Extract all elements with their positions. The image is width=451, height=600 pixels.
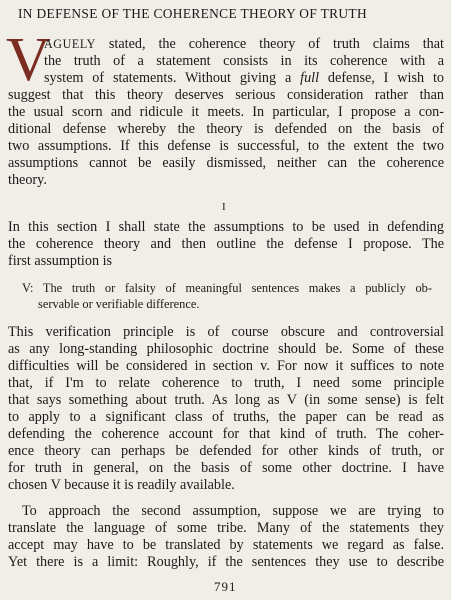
body2-line-3: accept may have to be translated by statements we regard as false. bbox=[8, 537, 444, 553]
intro-line-1 bbox=[44, 36, 444, 53]
body2-line-1: To approach the second assumption, suppose we are trying to bbox=[22, 503, 444, 519]
intro-line-3b: defense, I wish to bbox=[319, 70, 444, 86]
body-line-8: ence theory can perhaps be defended for other kinds of truth, or bbox=[8, 443, 444, 459]
body-line-2: as any long-standing philosophic doctrine should be. Some of these bbox=[8, 341, 444, 357]
intro-line-1-text: stated, the coherence theory of truth claims that bbox=[95, 36, 444, 52]
section-numeral: I bbox=[222, 201, 226, 213]
intro-line-3 bbox=[44, 70, 444, 87]
intro-line-3a: system of statements. Without giving a bbox=[44, 70, 301, 86]
intro-line-2: the truth of a statement consists in its coherence with a bbox=[44, 53, 444, 69]
body-line-1: This verification principle is of course obscure and controversial bbox=[8, 324, 444, 340]
article-title: IN DEFENSE OF THE COHERENCE THEORY OF TRUTH bbox=[18, 6, 367, 21]
section1-line-2: the coherence theory and then outline the defense I propose. The bbox=[8, 236, 444, 252]
intro-line-4: suggest that this theory deserves serious consideration rather than bbox=[8, 87, 444, 103]
body-line-10: chosen V because it is readily available. bbox=[8, 477, 235, 493]
section1-line-3: first assumption is bbox=[8, 253, 113, 269]
intro-line-9: theory. bbox=[8, 172, 47, 188]
intro-line-8: assumptions cannot be easily dismissed, neither can the coherence bbox=[8, 155, 444, 171]
body2-line-4: Yet there is a limit: Roughly, if the sentences they use to describe bbox=[8, 554, 444, 570]
body2-line-2: translate the language of some tribe. Many of the statements they bbox=[8, 520, 444, 536]
body-line-4: that, if I'm to relate coherence to truth, I need some principle bbox=[8, 375, 444, 391]
body-line-5: that says something about truth. As long as V (in some sense) is felt bbox=[8, 392, 444, 408]
intro-line-6: ditional defense whereby the theory is defended on the basis of bbox=[8, 121, 444, 137]
drop-cap: V bbox=[6, 26, 51, 94]
assumption-v-line-2: servable or verifiable difference. bbox=[38, 297, 200, 311]
body-line-9: for truth in general, on the basis of some other doctrine. I have bbox=[8, 460, 444, 476]
body-line-3: difficulties will be considered in section v. For now it suffices to note bbox=[8, 358, 444, 374]
page-number: 791 bbox=[214, 579, 237, 594]
intro-line-7: two assumptions. If this defense is successful, to the extent the two bbox=[8, 138, 444, 154]
body-line-7: defending the coherence account for that kind of truth. The coher- bbox=[8, 426, 444, 442]
assumption-v-line-1: V: The truth or falsity of meaningful sentences makes a publicly ob- bbox=[22, 281, 432, 295]
section1-line-1: In this section I shall state the assumptions to be used in defending bbox=[8, 219, 444, 235]
intro-line-5: the usual scorn and ridicule it meets. In particular, I propose a con- bbox=[8, 104, 444, 120]
body-line-6: to apply to a significant class of truths, the paper can be read as bbox=[8, 409, 444, 425]
intro-line-3-emphasis: full bbox=[300, 70, 320, 86]
intro-first-word: AGUELY bbox=[44, 37, 96, 51]
